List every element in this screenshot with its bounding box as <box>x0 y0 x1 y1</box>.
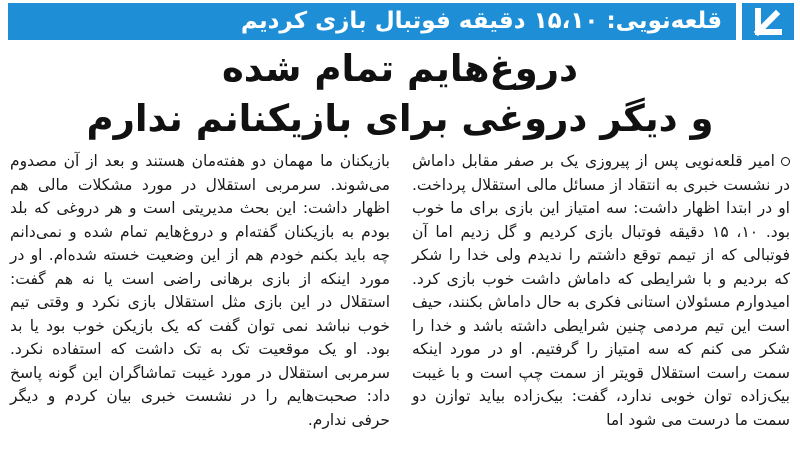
article-column-left <box>10 150 390 432</box>
article-column-right <box>412 150 790 432</box>
article-text-right: امیر قلعه‌نویی پس از پیروزی یک بر صفر مقابل داماش در نشست خبری به انتقاد از مسائل مالی استقلال پرداخت. او در ابتدا اظهار داشت: سه امتیاز این بازی برای ما خوب بود. ۱۰، ۱۵ دقیقه فوتبال بازی کردیم و گل زدیم اما آن فوتبالی که از تیمم توقع داشتم را ندیدم ولی خدا را شکر که بردیم و با شرایطی که داماش داشت خوب بازی کرد. امیدوارم مسئولان استانی فکری به حال داماش بکنند، حیف است این تیم مردمی چنین شرایطی داشته باشد و خدا را شکر می کنم که سه امتیاز را گرفتیم. او در مورد اینکه سمت راست استقلال قویتر از سمت چپ است و با غیبت بیک‌زاده توان خوبی ندارد، گفت: بیک‌زاده بیاید توازن دو سمت ما درست می شود اما <box>412 152 791 429</box>
headline-line-1: دروغ‌هایم تمام شده <box>221 47 579 90</box>
headline <box>20 44 780 144</box>
publication-logo-icon <box>742 3 794 40</box>
article-paragraph-left: بازیکنان ما مهمان دو هفته‌مان هستند و بعد از آن مصدوم می‌شوند. سرمربی استقلال در مورد مشکلات مالی هم اظهار داشت: این بحث مدیریتی است و هر دروغی که بلد بودم به بازیکنان گفته‌ام و دروغ‌هایم تمام شده و نمی‌دانم چه باید بکنم خودم هم از این وضعیت خسته شده‌ام. او در مورد اینکه از بازی برهانی راضی است یا نه هم گفت: استقلال در این بازی مثل استقلال بازی نکرد و وقتی تیم خوب نباشد نمی توان گفت که یک بازیکن خوب بود یا بد بود. او یک موقعیت تک به تک داشت که استفاده نکرد. سرمربی استقلال در مورد غیبت تماشاگران این گونه پاسخ داد: صحبت‌هایم را در نشست خبری بیان کردم و دیگر حرفی ندارم. <box>10 152 390 429</box>
kicker-bar <box>8 3 736 40</box>
headline-line-2: و دیگر دروغی برای بازیکنانم ندارم <box>86 97 714 140</box>
bullet-circle-icon <box>781 157 790 166</box>
article-paragraph-right <box>412 150 790 432</box>
corner-arrow-icon <box>742 3 794 40</box>
kicker-text: قلعه‌نویی: ۱۵،۱۰ دقیقه فوتبال بازی کردیم <box>240 8 722 34</box>
